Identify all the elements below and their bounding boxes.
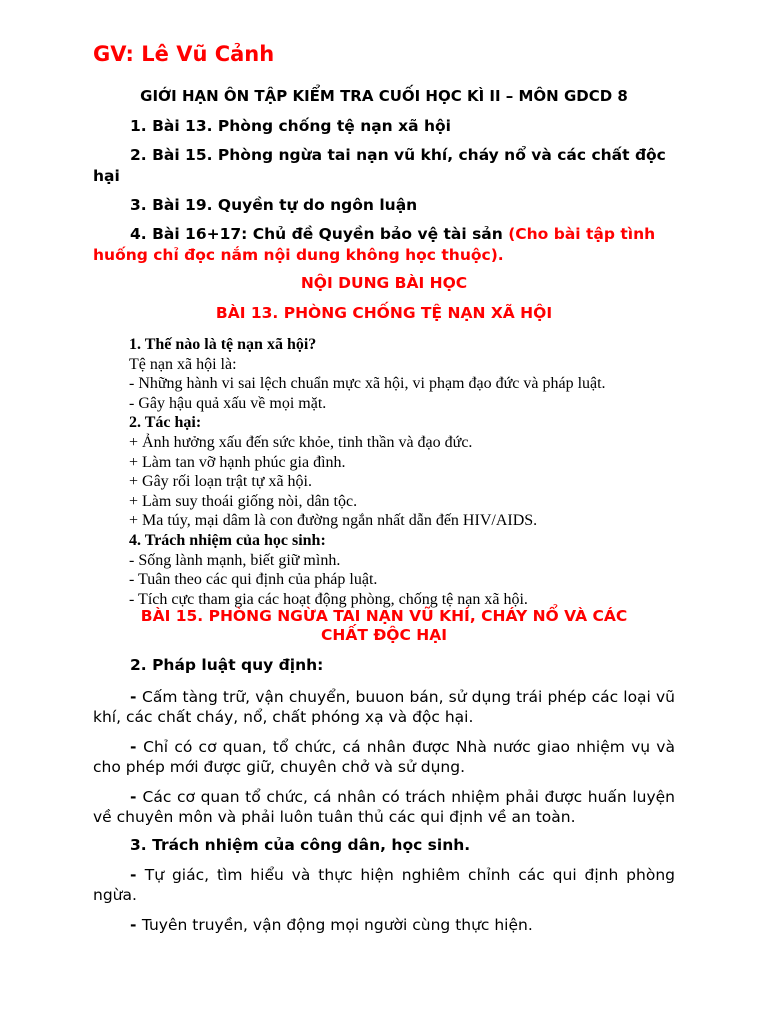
lesson13-responsibility-line: - Sống lành mạnh, biết giữ mình. [129,551,341,569]
lesson13-definition-list [129,355,689,414]
lesson15-title [93,607,675,645]
lesson15-rule-1: - Cấm tàng trữ, vận chuyển, buuon bán, sử dụng trái phép các loại vũ khí, các chất cháy, nổ, chất phóng xạ và độc hại. [93,688,675,726]
lesson15-duty-2: - Tuyên truyền, vận động mọi người cùng thực hiện. [130,916,533,934]
lesson13-question-1: 1. Thế nào là tệ nạn xã hội? [129,336,317,353]
page-title: GIỚI HẠN ÔN TẬP KIỂM TRA CUỐI HỌC KÌ II – MÔN GDCD 8 [140,87,628,105]
review-item-3: 3. Bài 19. Quyền tự do ngôn luận [130,196,418,214]
lesson15-rule-3: - Các cơ quan tổ chức, cá nhân có trách nhiệm phải được huấn luyện về chuyên môn và phải luôn tuân thủ các qui định về an toàn. [93,788,675,826]
section-title: NỘI DUNG BÀI HỌC [300,274,468,292]
lesson13-harm-line: + Ma túy, mại dâm là con đường ngắn nhất dẫn đến HIV/AIDS. [129,512,538,530]
lesson13-question-4: 4. Trách nhiệm của học sinh: [129,531,326,549]
lesson13-content [129,335,689,609]
lesson13-definition-line: - Những hành vi sai lệch chuẩn mực xã hội, vi phạm đạo đức và pháp luật. [129,375,606,393]
lesson15-duty-1: - Tự giác, tìm hiểu và thực hiện nghiêm chỉnh các qui định phòng ngừa. [93,866,675,904]
lesson13-question-2: 2. Tác hại: [129,414,202,432]
lesson13-definition-line: - Gây hậu quả xấu về mọi mặt. [129,394,327,412]
lesson13-responsibility-line: - Tuân theo các qui định của pháp luật. [129,571,378,589]
lesson13-responsibility-list [129,551,689,610]
review-item-4: 4. Bài 16+17: Chủ đề Quyền bảo vệ tài sản (Cho bài tập tình huống chỉ đọc nắm nội dung không học thuộc). [93,225,656,264]
lesson13-harm-line: + Ảnh hưởng xấu đến sức khỏe, tinh thần và đạo đức. [129,433,473,451]
lesson15-subheading-2: 2. Pháp luật quy định: [130,656,324,674]
lesson13-title: BÀI 13. PHÒNG CHỐNG TỆ NẠN XÃ HỘI [215,304,553,322]
lesson13-responsibility-line: - Tích cực tham gia các hoạt động phòng, chống tệ nạn xã hội. [129,590,528,608]
lesson13-harm-list [129,433,689,531]
lesson15-title-line-1: BÀI 15. PHÒNG NGỪA TAI NẠN VŨ KHÍ, CHÁY NỔ VÀ CÁC [140,607,628,625]
lesson13-definition-line: Tệ nạn xã hội là: [129,355,237,373]
lesson13-harm-line: + Gây rối loạn trật tự xã hội. [129,473,312,491]
review-item-4-note: (Cho bài tập tình huống chỉ đọc nắm nội dung không học thuộc). [93,225,656,264]
lesson13-harm-line: + Làm suy thoái giống nòi, dân tộc. [129,492,358,510]
lesson15-rule-2: - Chỉ có cơ quan, tổ chức, cá nhân được Nhà nước giao nhiệm vụ và cho phép mới được giữ, chuyên chở và sử dụng. [93,738,675,776]
lesson13-harm-line: + Làm tan vỡ hạnh phúc gia đình. [129,453,346,471]
author-name: GV: Lê Vũ Cảnh [93,42,275,66]
review-item-2: 2. Bài 15. Phòng ngừa tai nạn vũ khí, cháy nổ và các chất độc hại [93,146,666,185]
lesson15-subheading-3: 3. Trách nhiệm của công dân, học sinh. [130,836,471,854]
review-item-1: 1. Bài 13. Phòng chống tệ nạn xã hội [130,117,451,135]
lesson15-title-line-2: CHẤT ĐỘC HẠI [321,626,447,644]
